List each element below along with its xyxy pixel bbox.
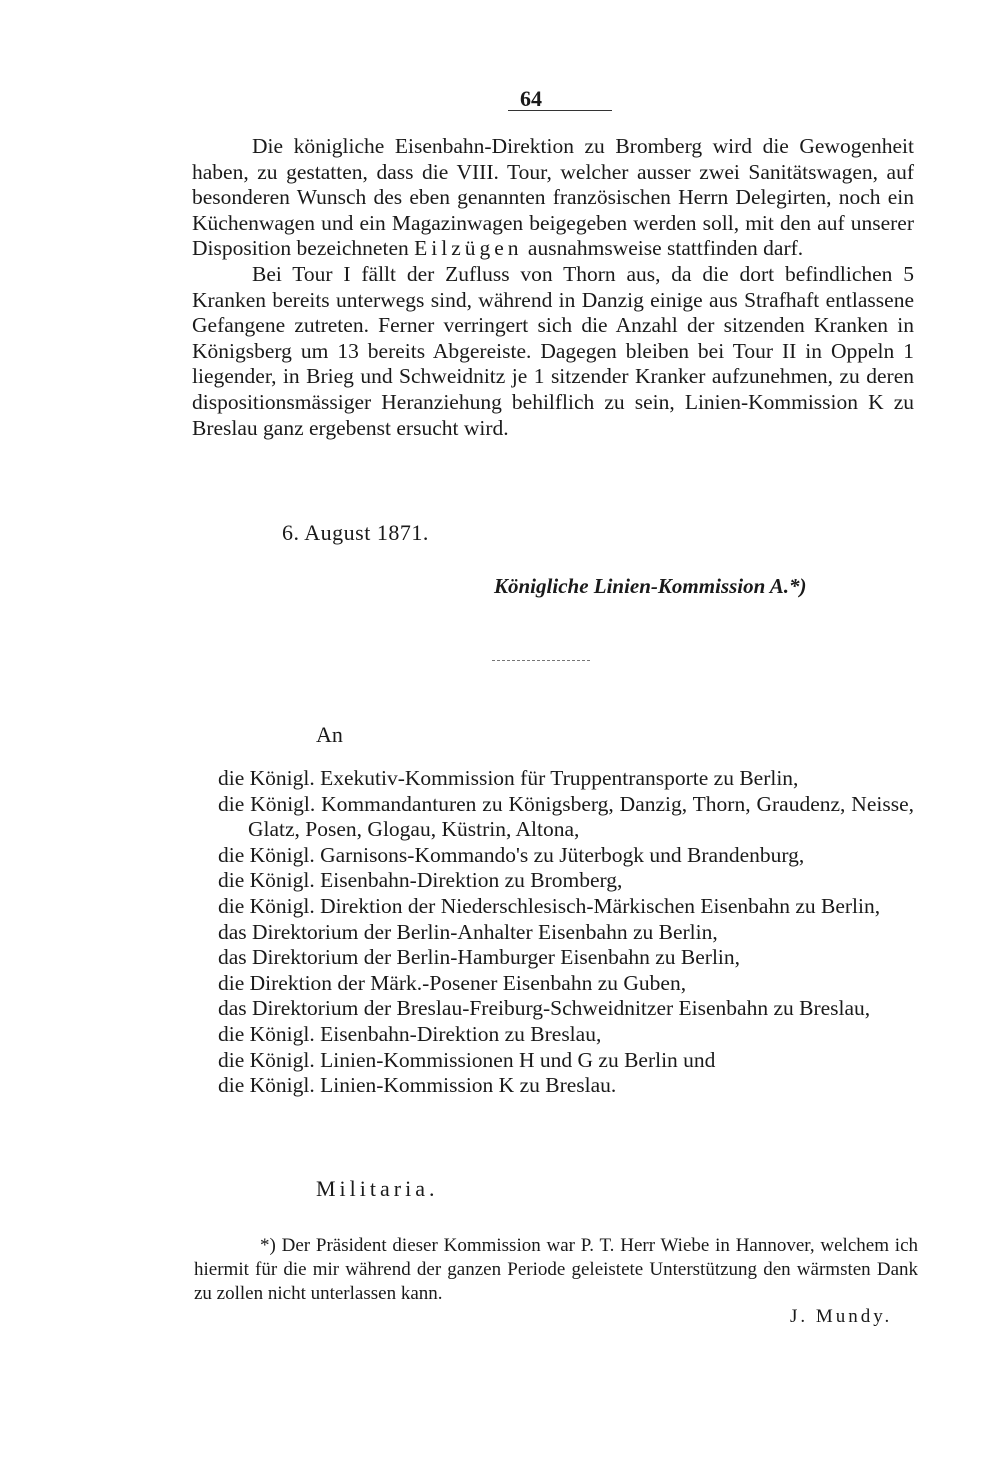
list-item: die Königl. Eisenbahn-Direktion zu Bromberg,	[218, 868, 623, 893]
date-line: 6. August 1871.	[282, 520, 429, 545]
list-item: das Direktorium der Berlin-Anhalter Eisenbahn zu Berlin,	[218, 919, 718, 944]
footnote-author: J. Mundy.	[790, 1306, 893, 1327]
list-item: das Direktorium der Breslau-Freiburg-Schweidnitzer Eisenbahn zu Breslau,	[218, 996, 871, 1021]
footnote: *) Der Präsident dieser Kommission war P. T. Herr Wiebe in Hannover, welchem ich hiermit für die mir während der ganzen Periode geleistete Unterstützung den wärmsten Dank zu zollen nicht unterlassen kann.	[194, 1235, 918, 1304]
paragraph-2: Bei Tour I fällt der Zufluss von Thorn aus, da die dort befindlichen 5 Kranken bereits unterwegs sind, während in Danzig einige aus Strafhaft entlassene Gefangene zutreten. Ferner verringert sich die Anzahl der sitzenden Kranken in Königsberg um 13 bereits Abgereiste. Dagegen bleiben bei Tour II in Oppeln 1 liegender, in Brieg und Schweidnitz je 1 sitzender Kranker aufzunehmen, zu deren dispositionsmässiger Heranziehung behilflich zu sein, Linien-Kommission K zu Breslau ganz ergebenst ersucht wird.	[192, 261, 914, 440]
recipient-list	[218, 766, 914, 1099]
section-heading: Militaria.	[316, 1176, 439, 1201]
addressee-heading: An	[316, 722, 343, 747]
paragraph-1	[192, 134, 914, 262]
page-number: 64	[520, 86, 542, 111]
list-item: die Direktion der Märk.-Posener Eisenbahn zu Guben,	[218, 970, 687, 995]
list-item: die Königl. Garnisons-Kommando's zu Jüterbogk und Brandenburg,	[218, 842, 805, 867]
list-item: die Königl. Linien-Kommissionen H und G zu Berlin und	[218, 1047, 716, 1072]
page-number-rule	[508, 110, 612, 111]
list-item: die Königl. Kommandanturen zu Königsberg, Danzig, Thorn, Graudenz, Neisse, Glatz, Posen, Glogau, Küstrin, Altona,	[218, 791, 914, 842]
list-item: die Königl. Linien-Kommission K zu Breslau.	[218, 1073, 617, 1098]
body-text	[192, 134, 914, 441]
list-item: die Königl. Direktion der Niederschlesisch-Märkischen Eisenbahn zu Berlin,	[218, 893, 881, 918]
paragraph-1-spaced-word: Eilzügen	[414, 236, 523, 261]
signature: Königliche Linien-Kommission A.*)	[494, 574, 807, 598]
section-divider	[492, 660, 590, 661]
list-item: die Königl. Eisenbahn-Direktion zu Breslau,	[218, 1021, 602, 1046]
list-item: das Direktorium der Berlin-Hamburger Eisenbahn zu Berlin,	[218, 945, 741, 970]
list-item: die Königl. Exekutiv-Kommission für Truppentransporte zu Berlin,	[218, 766, 799, 790]
paragraph-1-text: Die königliche Eisenbahn-Direktion zu Bromberg wird die Gewogenheit haben, zu gestatten, dass die VIII. Tour, welcher ausser zwei Sanitätswagen, auf besonderen Wunsch des eben genannten französischen Herrn Delegirten, noch ein Küchenwagen und ein Magazinwagen beigegeben werden soll, mit den auf unserer Disposition bezeichneten	[192, 134, 914, 261]
paragraph-1-tail: ausnahmsweise stattfinden darf.	[527, 236, 804, 261]
